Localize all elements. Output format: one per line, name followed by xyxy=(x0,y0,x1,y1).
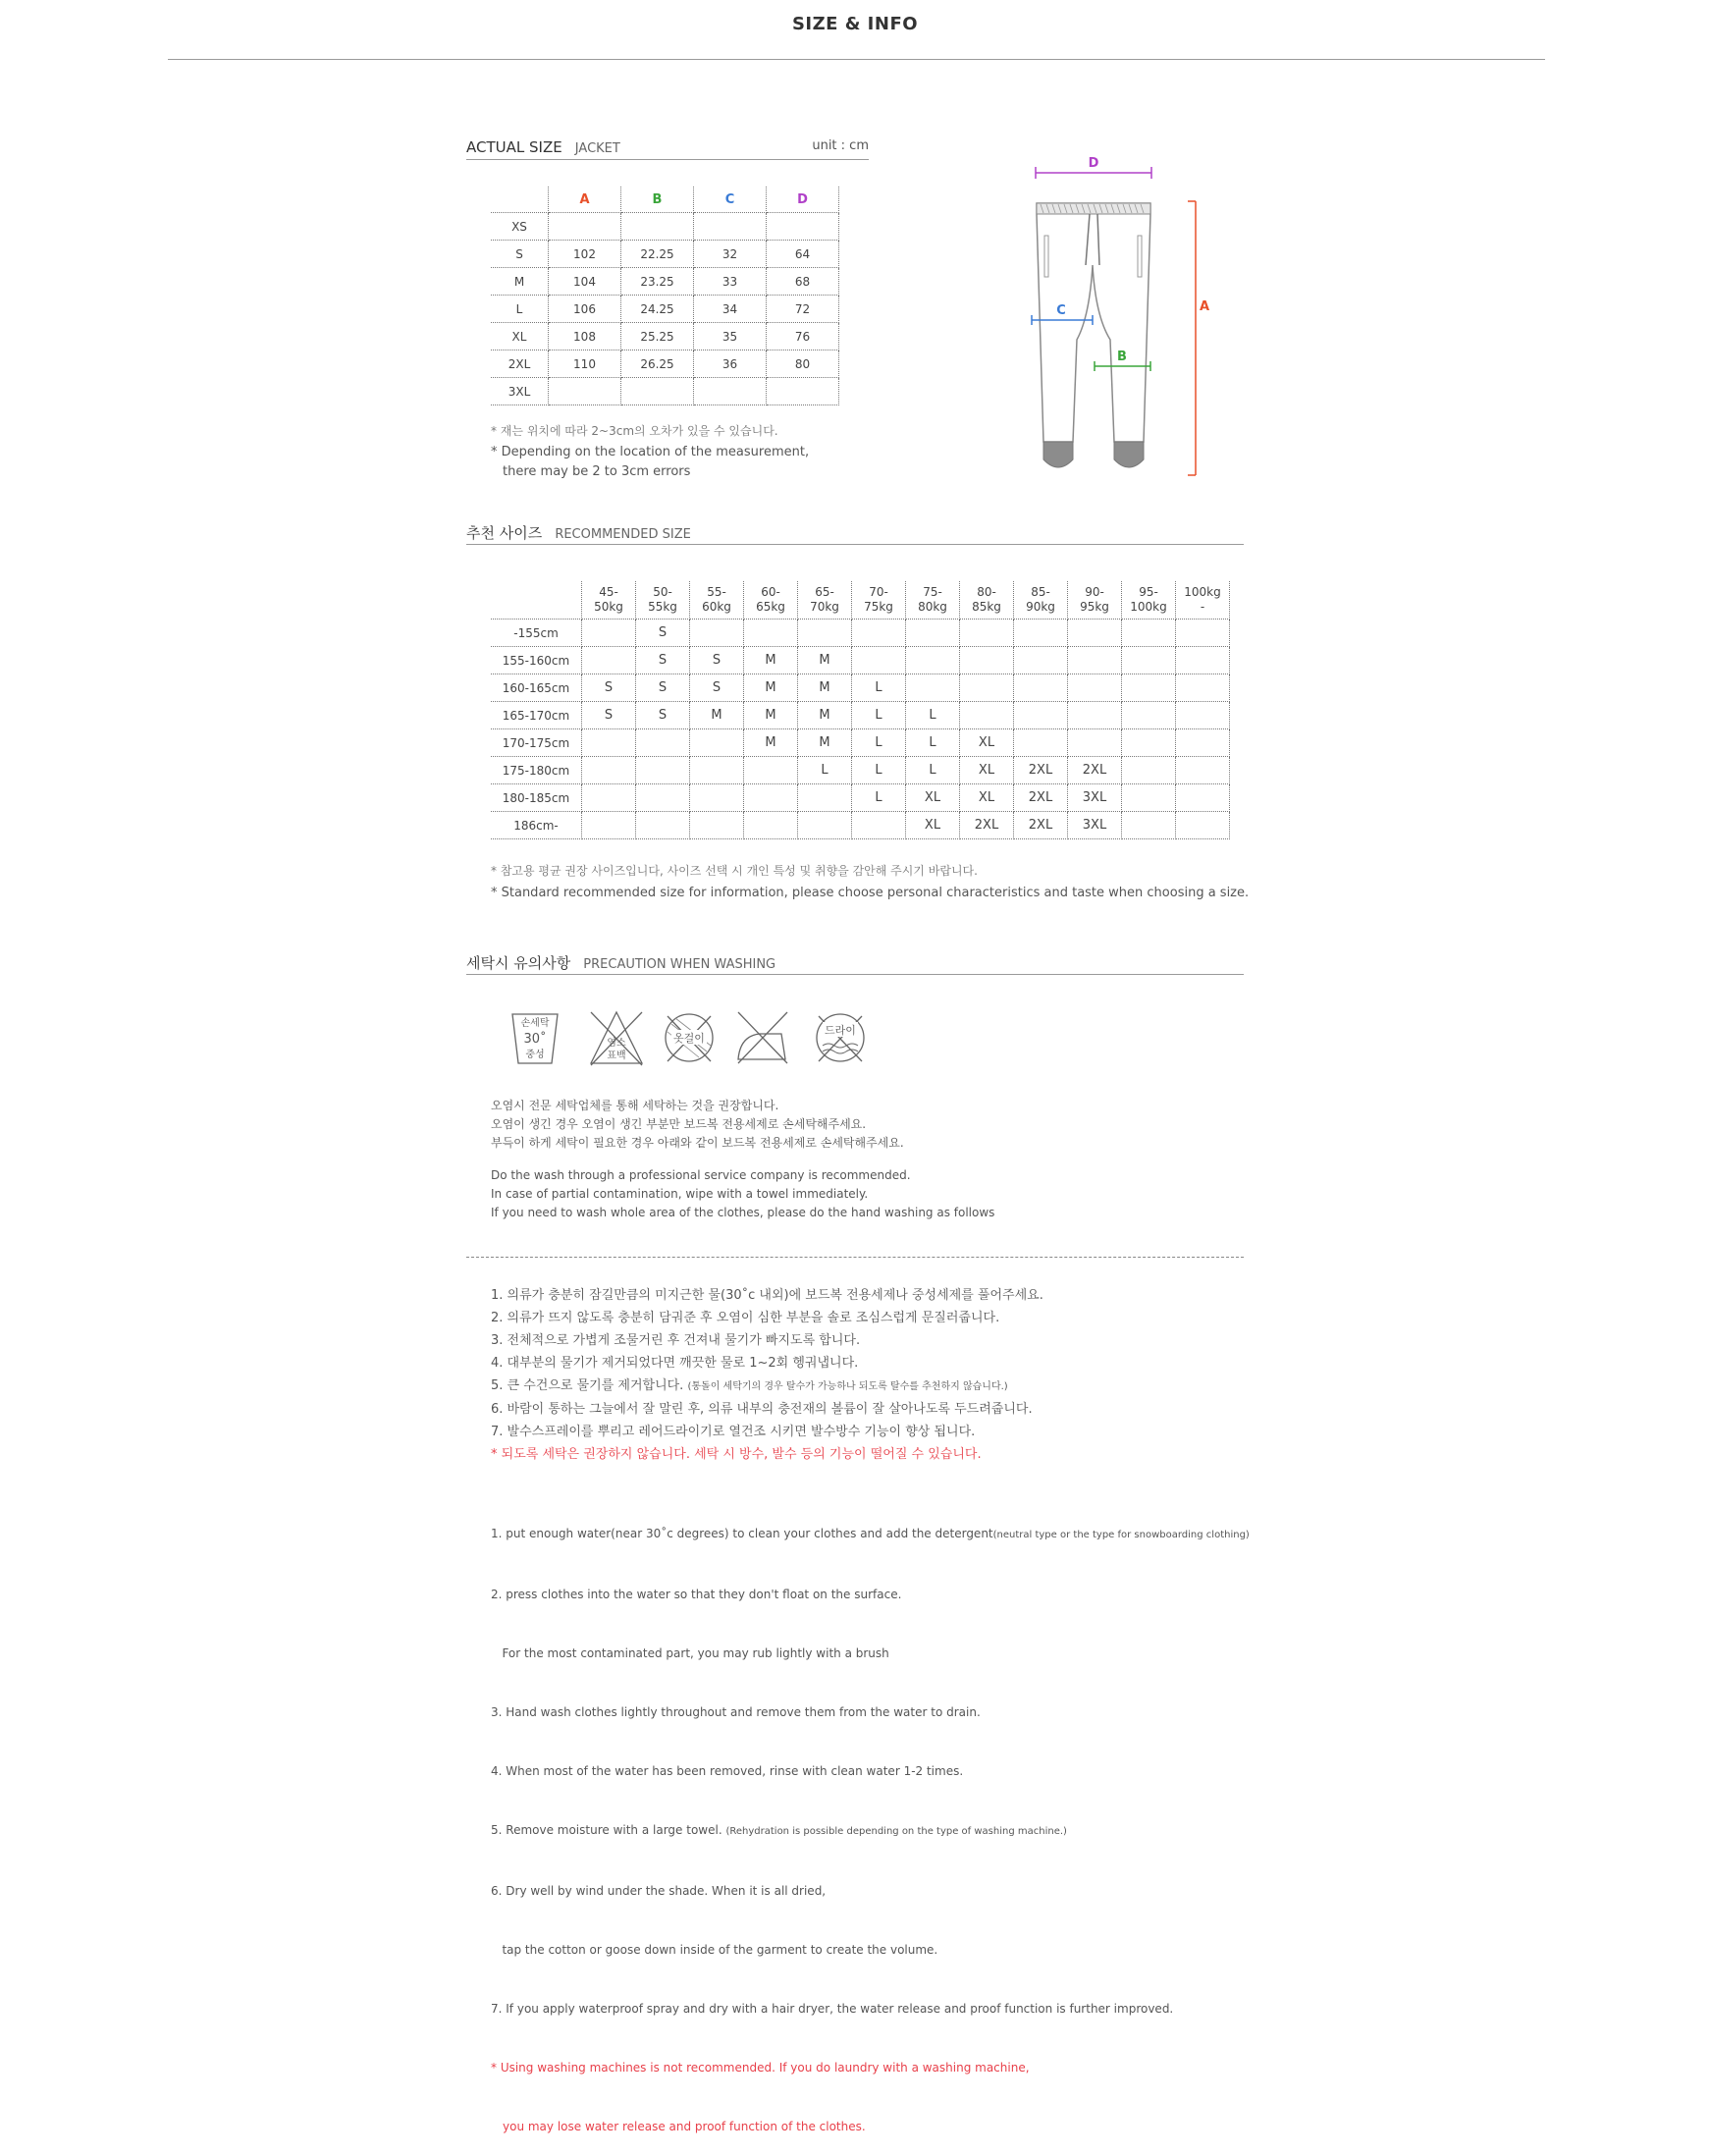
recommended-cell: L xyxy=(906,729,960,757)
recommended-cell: S xyxy=(636,647,690,674)
height-label: 170-175cm xyxy=(491,729,582,757)
measurement-note-ko: * 재는 위치에 따라 2~3cm의 오차가 있을 수 있습니다. xyxy=(491,424,778,438)
weight-header: 50- 55kg xyxy=(636,581,690,620)
intro-en-line: If you need to wash whole area of the clothes, please do the hand washing as follows xyxy=(491,1206,995,1219)
recommended-cell: L xyxy=(906,757,960,784)
recommended-cell xyxy=(1014,702,1068,729)
recommended-cell: S xyxy=(582,674,636,702)
recommended-cell: S xyxy=(636,674,690,702)
recommended-cell xyxy=(960,702,1014,729)
care-icons xyxy=(508,1006,882,1070)
recommended-cell xyxy=(1068,702,1122,729)
recommended-cell xyxy=(636,729,690,757)
recommended-cell: XL xyxy=(960,784,1014,812)
recommended-cell xyxy=(1122,674,1176,702)
height-label: 186cm- xyxy=(491,812,582,839)
recommended-cell: 2XL xyxy=(960,812,1014,839)
recommended-note-ko: * 참고용 평균 권장 사이즈입니다, 사이즈 선택 시 개인 특성 및 취향을 감안해 주시기 바랍니다. xyxy=(491,864,978,878)
size-label: S xyxy=(491,241,549,268)
measure-d-label: D xyxy=(1088,156,1099,171)
size-cell xyxy=(621,213,694,241)
recommended-cell xyxy=(1014,647,1068,674)
recommended-cell xyxy=(1068,674,1122,702)
recommended-cell xyxy=(1068,647,1122,674)
height-label: 155-160cm xyxy=(491,647,582,674)
recommended-cell: 2XL xyxy=(1014,784,1068,812)
recommended-cell: L xyxy=(852,702,906,729)
weight-header: 45- 50kg xyxy=(582,581,636,620)
recommended-cell: XL xyxy=(906,784,960,812)
recommended-row xyxy=(491,812,1230,839)
size-cell: 23.25 xyxy=(621,268,694,296)
weight-header: 95- 100kg xyxy=(1122,581,1176,620)
step-ko-line: 4. 대부분의 물기가 제거되었다면 깨끗한 물로 1~2회 헹궈냅니다. xyxy=(491,1356,859,1371)
recommended-cell xyxy=(1176,784,1230,812)
weight-header: 70- 75kg xyxy=(852,581,906,620)
recommended-cell: XL xyxy=(906,812,960,839)
recommended-size-title: 추천 사이즈 xyxy=(466,524,543,542)
recommended-cell xyxy=(744,757,798,784)
recommended-cell: M xyxy=(744,729,798,757)
recommended-row xyxy=(491,729,1230,757)
recommended-cell xyxy=(1176,620,1230,647)
size-row xyxy=(491,323,839,350)
height-label: 175-180cm xyxy=(491,757,582,784)
size-label: M xyxy=(491,268,549,296)
recommended-cell: S xyxy=(636,620,690,647)
recommended-cell xyxy=(582,620,636,647)
recommended-cell xyxy=(1122,647,1176,674)
size-cell xyxy=(767,213,839,241)
recommended-row xyxy=(491,674,1230,702)
recommended-cell xyxy=(690,812,744,839)
washing-intro-ko xyxy=(491,1097,904,1153)
recommended-cell xyxy=(852,647,906,674)
recommended-cell: L xyxy=(798,757,852,784)
recommended-cell: 2XL xyxy=(1068,757,1122,784)
intro-en-line: In case of partial contamination, wipe with a towel immediately. xyxy=(491,1187,869,1201)
height-label: -155cm xyxy=(491,620,582,647)
recommended-cell: L xyxy=(852,729,906,757)
intro-ko-line: 오염이 생긴 경우 오염이 생긴 부분만 보드복 전용세제로 손세탁해주세요. xyxy=(491,1117,867,1131)
measure-c-label: C xyxy=(1056,303,1066,318)
size-cell xyxy=(549,378,621,405)
recommended-cell: M xyxy=(744,702,798,729)
size-cell: 26.25 xyxy=(621,350,694,378)
recommended-cell xyxy=(636,812,690,839)
recommended-cell xyxy=(960,647,1014,674)
size-cell: 24.25 xyxy=(621,296,694,323)
no-dry-clean-icon xyxy=(817,1014,864,1061)
recommended-cell xyxy=(582,784,636,812)
height-label: 180-185cm xyxy=(491,784,582,812)
recommended-cell xyxy=(636,784,690,812)
svg-text:염소: 염소 xyxy=(607,1038,626,1049)
recommended-cell: M xyxy=(744,674,798,702)
size-cell: 32 xyxy=(694,241,767,268)
svg-text:중성: 중성 xyxy=(525,1050,545,1060)
size-cell: 72 xyxy=(767,296,839,323)
recommended-cell xyxy=(690,757,744,784)
weight-header: 60- 65kg xyxy=(744,581,798,620)
size-row xyxy=(491,350,839,378)
recommended-note-en: * Standard recommended size for information, please choose personal characteristics and taste when choosing a size. xyxy=(491,886,1250,900)
recommended-cell: M xyxy=(798,647,852,674)
recommended-cell xyxy=(1176,757,1230,784)
size-cell: 76 xyxy=(767,323,839,350)
recommended-cell: L xyxy=(852,784,906,812)
recommended-cell xyxy=(1176,729,1230,757)
weight-header: 90- 95kg xyxy=(1068,581,1122,620)
size-label: L xyxy=(491,296,549,323)
recommended-cell xyxy=(960,620,1014,647)
recommended-cell xyxy=(1176,674,1230,702)
recommended-cell xyxy=(690,729,744,757)
recommended-size-table xyxy=(491,581,1230,839)
recommended-cell: M xyxy=(798,729,852,757)
size-cell: 64 xyxy=(767,241,839,268)
step-ko-line: 1. 의류가 충분히 잠길만큼의 미지근한 물(30˚c 내외)에 보드복 전용세제나 중성세제를 풀어주세요. xyxy=(491,1288,1043,1303)
size-cell: 36 xyxy=(694,350,767,378)
step-en-line: 7. If you apply waterproof spray and dry with a hair dryer, the water release and proof function is further improved. xyxy=(491,2002,1174,2016)
step-en-line: 5. Remove moisture with a large towel. (Rehydration is possible depending on the type of washing machine.) xyxy=(491,1823,1067,1837)
size-label: XS xyxy=(491,213,549,241)
page-title: SIZE & INFO xyxy=(791,14,919,34)
measure-b-label: B xyxy=(1117,350,1127,364)
no-bleach-icon xyxy=(591,1012,642,1065)
recommended-cell xyxy=(690,620,744,647)
washing-steps-ko xyxy=(491,1284,1043,1466)
weight-header: 75- 80kg xyxy=(906,581,960,620)
measure-a-label: A xyxy=(1199,299,1210,314)
size-cell xyxy=(767,378,839,405)
recommended-cell xyxy=(906,620,960,647)
step-en-line: 3. Hand wash clothes lightly throughout and remove them from the water to drain. xyxy=(491,1705,981,1719)
size-label: 2XL xyxy=(491,350,549,378)
step-en-line: For the most contaminated part, you may rub lightly with a brush xyxy=(491,1646,889,1660)
recommended-cell xyxy=(1014,729,1068,757)
washing-intro-en xyxy=(491,1166,994,1222)
size-header-corner xyxy=(491,187,549,213)
column-header-d: D xyxy=(767,187,839,213)
recommended-cell xyxy=(798,784,852,812)
size-cell: 110 xyxy=(549,350,621,378)
recommended-cell xyxy=(798,620,852,647)
recommended-cell xyxy=(690,784,744,812)
section-divider xyxy=(466,1257,1244,1258)
actual-size-title: ACTUAL SIZE xyxy=(466,138,562,156)
size-row xyxy=(491,241,839,268)
svg-text:옷걸이: 옷걸이 xyxy=(673,1032,705,1045)
no-iron-icon xyxy=(738,1012,787,1063)
intro-ko-line: 오염시 전문 세탁업체를 통해 세탁하는 것을 권장합니다. xyxy=(491,1099,779,1112)
intro-en-line: Do the wash through a professional service company is recommended. xyxy=(491,1168,911,1182)
size-cell xyxy=(694,378,767,405)
actual-size-table xyxy=(491,187,839,405)
recommended-cell xyxy=(744,620,798,647)
size-cell: 108 xyxy=(549,323,621,350)
recommended-cell xyxy=(1068,620,1122,647)
washing-title: 세탁시 유의사항 xyxy=(466,954,571,972)
hand-wash-icon xyxy=(512,1014,558,1063)
recommended-cell xyxy=(1122,729,1176,757)
size-cell: 102 xyxy=(549,241,621,268)
warning-ko: * 되도록 세탁은 권장하지 않습니다. 세탁 시 방수, 발수 등의 기능이 떨어질 수 있습니다. xyxy=(491,1447,982,1462)
recommended-cell xyxy=(582,812,636,839)
recommended-cell xyxy=(1122,757,1176,784)
recommended-row xyxy=(491,647,1230,674)
step-en-line: 2. press clothes into the water so that they don't float on the surface. xyxy=(491,1588,902,1601)
weight-header: 100kg - xyxy=(1176,581,1230,620)
size-cell xyxy=(621,378,694,405)
recommended-cell: 2XL xyxy=(1014,757,1068,784)
size-row xyxy=(491,268,839,296)
intro-ko-line: 부득이 하게 세탁이 필요한 경우 아래와 같이 보드복 전용세제로 손세탁해주세요. xyxy=(491,1136,904,1150)
recommended-cell: M xyxy=(690,702,744,729)
no-hanger-dry-icon xyxy=(666,1014,713,1061)
size-cell: 33 xyxy=(694,268,767,296)
pants-diagram xyxy=(1011,147,1227,491)
recommended-cell: XL xyxy=(960,757,1014,784)
weight-header: 65- 70kg xyxy=(798,581,852,620)
recommended-cell: M xyxy=(744,647,798,674)
size-cell xyxy=(694,213,767,241)
recommended-cell xyxy=(582,757,636,784)
recommended-cell: L xyxy=(906,702,960,729)
size-cell: 106 xyxy=(549,296,621,323)
height-label: 160-165cm xyxy=(491,674,582,702)
recommended-cell xyxy=(852,812,906,839)
svg-text:30˚: 30˚ xyxy=(523,1032,547,1047)
weight-header: 80- 85kg xyxy=(960,581,1014,620)
recommended-cell xyxy=(1176,702,1230,729)
recommended-cell xyxy=(636,757,690,784)
step-ko-line: 6. 바람이 통하는 그늘에서 잘 말린 후, 의류 내부의 충전재의 볼륨이 잘 살아나도록 두드려줍니다. xyxy=(491,1402,1033,1417)
actual-size-subtitle: JACKET xyxy=(574,141,620,156)
recommended-cell: L xyxy=(852,757,906,784)
unit-label: unit : cm xyxy=(812,138,869,153)
size-cell: 80 xyxy=(767,350,839,378)
size-cell: 22.25 xyxy=(621,241,694,268)
recommended-cell xyxy=(1014,620,1068,647)
step-ko-line: 3. 전체적으로 가볍게 조물거린 후 건져내 물기가 빠지도록 합니다. xyxy=(491,1333,861,1348)
svg-text:드라이: 드라이 xyxy=(825,1024,856,1037)
recommended-row xyxy=(491,620,1230,647)
recommended-cell xyxy=(1122,812,1176,839)
column-header-b: B xyxy=(621,187,694,213)
size-cell: 104 xyxy=(549,268,621,296)
size-cell xyxy=(549,213,621,241)
recommended-cell xyxy=(1176,812,1230,839)
step-ko-line: 2. 의류가 뜨지 않도록 충분히 담궈준 후 오염이 심한 부분을 솔로 조심스럽게 문질러줍니다. xyxy=(491,1311,1000,1325)
svg-text:표백: 표백 xyxy=(607,1051,626,1061)
recommended-cell xyxy=(1122,702,1176,729)
recommended-cell: 3XL xyxy=(1068,812,1122,839)
weight-header: 55- 60kg xyxy=(690,581,744,620)
recommended-cell: S xyxy=(582,702,636,729)
recommended-cell: 3XL xyxy=(1068,784,1122,812)
warning-en-1: * Using washing machines is not recommended. If you do laundry with a washing machine, xyxy=(491,2061,1030,2075)
size-label: 3XL xyxy=(491,378,549,405)
recommended-cell: M xyxy=(798,702,852,729)
column-header-c: C xyxy=(694,187,767,213)
svg-text:손세탁: 손세탁 xyxy=(520,1018,550,1029)
recommended-cell xyxy=(1014,674,1068,702)
pants-outline xyxy=(1037,203,1150,442)
washing-header xyxy=(466,952,1244,975)
measurement-note-en-1: * Depending on the location of the measurement, xyxy=(491,445,810,459)
warning-en-2: you may lose water release and proof function of the clothes. xyxy=(503,2120,866,2133)
recommended-cell: S xyxy=(636,702,690,729)
column-header-a: A xyxy=(549,187,621,213)
recommended-cell xyxy=(744,784,798,812)
recommended-cell: L xyxy=(852,674,906,702)
measurement-note-en-2: there may be 2 to 3cm errors xyxy=(503,464,691,479)
recommended-row xyxy=(491,702,1230,729)
recommended-cell: S xyxy=(690,647,744,674)
recommended-size-subtitle: RECOMMENDED SIZE xyxy=(555,527,691,542)
recommended-cell xyxy=(582,729,636,757)
size-label: XL xyxy=(491,323,549,350)
recommended-cell xyxy=(960,674,1014,702)
recommended-cell: S xyxy=(690,674,744,702)
step-en-line: 4. When most of the water has been removed, rinse with clean water 1-2 times. xyxy=(491,1764,964,1778)
title-divider xyxy=(168,59,1545,60)
washing-steps-en xyxy=(491,1484,1250,2156)
size-row xyxy=(491,213,839,241)
recommended-cell: M xyxy=(798,674,852,702)
recommended-row xyxy=(491,757,1230,784)
height-label: 165-170cm xyxy=(491,702,582,729)
step-en-line: 1. put enough water(near 30˚c degrees) to clean your clothes and add the detergent(neutral type or the type for snowboarding clothing) xyxy=(491,1527,1250,1540)
weight-header: 85- 90kg xyxy=(1014,581,1068,620)
size-cell: 25.25 xyxy=(621,323,694,350)
recommended-header-corner xyxy=(491,581,582,620)
actual-size-header xyxy=(466,137,869,160)
step-en-line: 6. Dry well by wind under the shade. When it is all dried, xyxy=(491,1884,827,1898)
recommended-row xyxy=(491,784,1230,812)
size-cell: 34 xyxy=(694,296,767,323)
recommended-cell xyxy=(852,620,906,647)
recommended-cell: XL xyxy=(960,729,1014,757)
recommended-cell xyxy=(582,647,636,674)
size-cell: 68 xyxy=(767,268,839,296)
recommended-cell xyxy=(1122,620,1176,647)
size-row xyxy=(491,378,839,405)
washing-subtitle: PRECAUTION WHEN WASHING xyxy=(583,957,776,972)
recommended-cell xyxy=(798,812,852,839)
recommended-cell xyxy=(906,647,960,674)
recommended-cell xyxy=(1176,647,1230,674)
step-ko-line: 7. 발수스프레이를 뿌리고 레어드라이기로 열건조 시키면 발수방수 기능이 향상 됩니다. xyxy=(491,1425,976,1439)
recommended-cell xyxy=(906,674,960,702)
recommended-cell: 2XL xyxy=(1014,812,1068,839)
recommended-cell xyxy=(744,812,798,839)
recommended-cell xyxy=(1068,729,1122,757)
size-cell: 35 xyxy=(694,323,767,350)
size-row xyxy=(491,296,839,323)
step-en-line: tap the cotton or goose down inside of the garment to create the volume. xyxy=(491,1943,938,1957)
recommended-size-header xyxy=(466,522,1244,545)
recommended-cell xyxy=(1122,784,1176,812)
step-ko-line: 5. 큰 수건으로 물기를 제거합니다. (통돌이 세탁기의 경우 탈수가 가능하나 되도록 탈수를 추천하지 않습니다.) xyxy=(491,1378,1008,1393)
